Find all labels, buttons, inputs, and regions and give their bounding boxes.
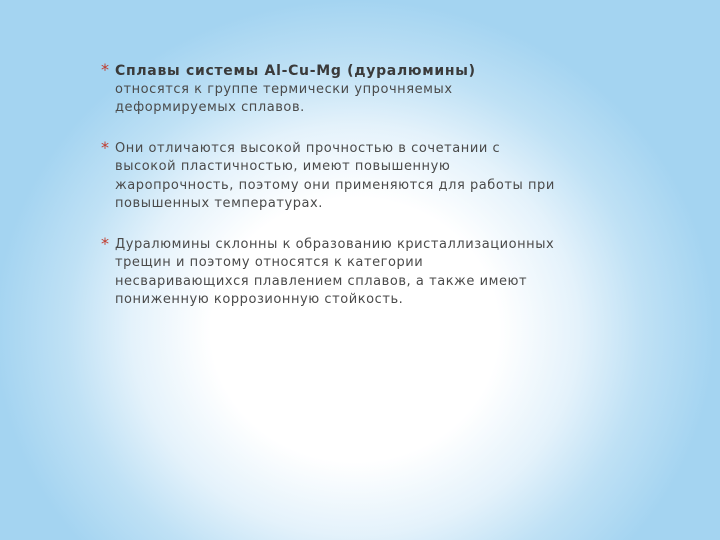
- bullet-marker: *: [101, 60, 110, 79]
- bullet-text-line: несваривающихся плавлением сплавов, а также имеют: [115, 273, 528, 289]
- slide-content: [101, 62, 621, 310]
- bullet-title: Сплавы системы Al-Cu-Mg (дуралюмины): [115, 63, 476, 79]
- bullet-marker: *: [101, 137, 110, 157]
- bullet-item-properties: [101, 137, 621, 214]
- bullet-text-line: повышенных температурах.: [115, 196, 323, 211]
- bullet-marker: *: [101, 233, 110, 253]
- bullet-text-line: деформируемых сплавов.: [115, 100, 305, 115]
- bullet-text-line: Дуралюмины склонны к образованию кристаллизационных: [115, 236, 555, 252]
- bullet-text-line: жаропрочность, поэтому они применяются для работы при: [115, 177, 555, 193]
- bullet-text-line: пониженную коррозионную стойкость.: [115, 292, 404, 307]
- bullet-item-alloys: [101, 62, 621, 118]
- bullet-item-cracking: [101, 233, 621, 310]
- bullet-text-line: трещин и поэтому относятся к категории: [115, 255, 424, 270]
- bullet-text-line: Они отличаются высокой прочностью в сочетании с: [115, 140, 501, 156]
- bullet-text-line: высокой пластичностью, имеют повышенную: [115, 159, 451, 174]
- bullet-text-line: относятся к группе термически упрочняемых: [115, 81, 453, 97]
